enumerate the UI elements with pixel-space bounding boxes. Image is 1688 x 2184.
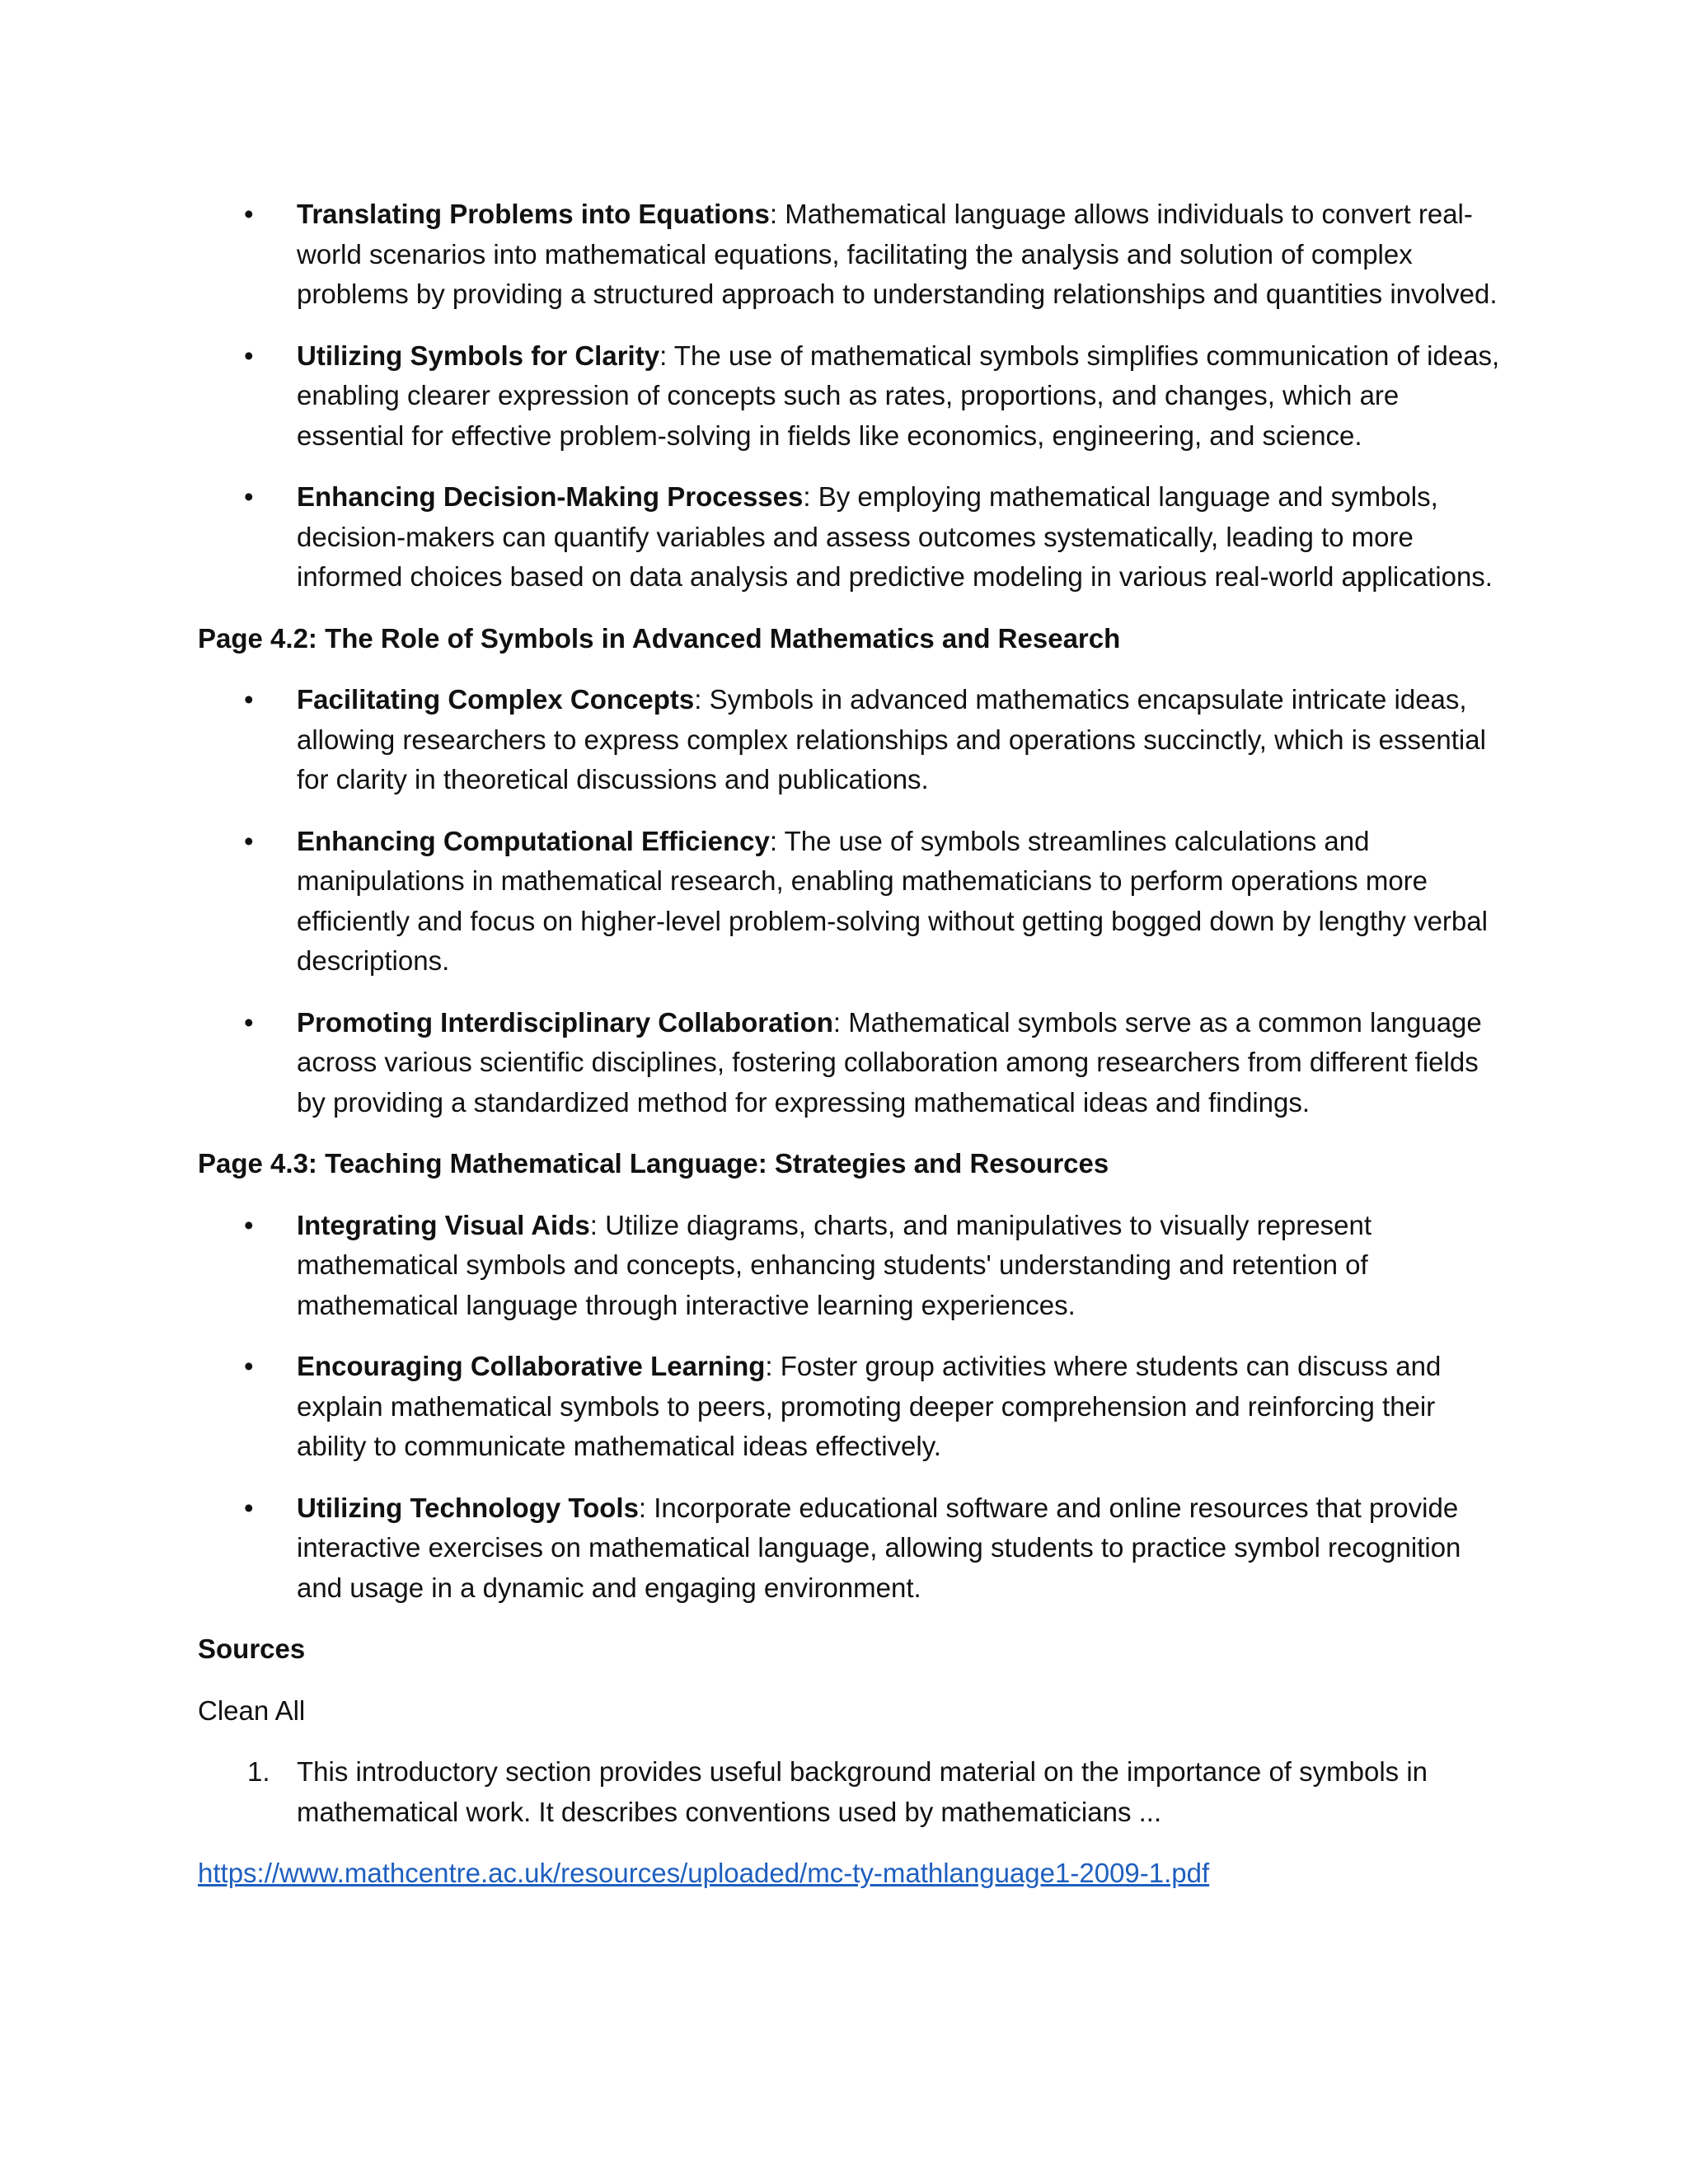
list-item <box>198 822 1500 982</box>
list-item <box>198 1347 1500 1467</box>
bullet-glyph: • <box>244 1209 254 1240</box>
section-1-list <box>198 194 1500 598</box>
source-link[interactable]: https://www.mathcentre.ac.uk/resources/uploaded/mc-ty-mathlanguage1-2009-1.pdf <box>198 1858 1210 1888</box>
list-item <box>198 194 1500 315</box>
source-item <box>198 1752 1500 1832</box>
bullet-glyph: • <box>244 1351 254 1381</box>
item-title: Utilizing Technology Tools <box>297 1492 639 1523</box>
bullet-glyph: • <box>244 1492 254 1523</box>
list-item <box>198 336 1500 457</box>
item-title: Utilizing Symbols for Clarity <box>297 340 660 371</box>
bullet-glyph: • <box>244 199 254 229</box>
item-title: Enhancing Decision-Making Processes <box>297 481 804 512</box>
item-text: : The use of symbols streamlines calculations and manipulations in mathematical research, enabling mathematicians to perform operations more efficiently and focus on higher-level problem-solving without getting bogged down by lengthy verbal descriptions. <box>297 825 1488 976</box>
item-text: : By employing mathematical language and symbols, decision-makers can quantify variables and assess outcomes systematically, leading to more informed choices based on data analysis and predictive modeling in various real-world applications. <box>297 481 1493 592</box>
source-text: This introductory section provides useful background material on the importance of symbols in mathematical work. It describes conventions used by mathematicians ... <box>297 1756 1428 1827</box>
list-item <box>198 477 1500 598</box>
item-text: : The use of mathematical symbols simplifies communication of ideas, enabling clearer expression of concepts such as rates, proportions, and changes, which are essential for effective problem-solving in fields like economics, engineering, and science. <box>297 340 1500 451</box>
list-item <box>198 1003 1500 1123</box>
item-text: : Incorporate educational software and online resources that provide interactive exercises on mathematical language, allowing students to practice symbol recognition and usage in a dynamic and engaging environment. <box>297 1492 1461 1603</box>
item-title: Facilitating Complex Concepts <box>297 684 695 715</box>
document-page <box>198 194 1500 1894</box>
bullet-glyph: • <box>244 825 254 856</box>
item-title: Enhancing Computational Efficiency <box>297 825 770 856</box>
section-3-heading: Page 4.3: Teaching Mathematical Language: Strategies and Resources <box>198 1148 1109 1179</box>
item-text: : Symbols in advanced mathematics encapsulate intricate ideas, allowing researchers to express complex relationships and operations succinctly, which is essential for clarity in theoretical discussions and publications. <box>297 684 1486 794</box>
list-item <box>198 680 1500 800</box>
bullet-glyph: • <box>244 481 254 512</box>
item-text: : Utilize diagrams, charts, and manipulatives to visually represent mathematical symbols and concepts, enhancing students' understanding and retention of mathematical language through interactive learning experiences. <box>297 1209 1372 1320</box>
item-title: Promoting Interdisciplinary Collaboration <box>297 1006 833 1038</box>
item-text: : Mathematical language allows individuals to convert real-world scenarios into mathematical equations, facilitating the analysis and solution of complex problems by providing a structured approach to understanding relationships and quantities involved. <box>297 199 1498 309</box>
item-text: : Mathematical symbols serve as a common language across various scientific disciplines, fostering collaboration among researchers from different fields by providing a standardized method for expressing mathematical ideas and findings. <box>297 1006 1482 1118</box>
item-title: Integrating Visual Aids <box>297 1209 590 1240</box>
list-item <box>198 1488 1500 1609</box>
source-number: 1. <box>247 1756 270 1787</box>
bullet-glyph: • <box>244 684 254 715</box>
sources-list <box>198 1752 1500 1832</box>
bullet-glyph: • <box>244 1006 254 1038</box>
source-link-row <box>198 1854 1500 1894</box>
bullet-glyph: • <box>244 340 254 371</box>
item-title: Encouraging Collaborative Learning <box>297 1351 766 1381</box>
section-3-list <box>198 1206 1500 1609</box>
item-title: Translating Problems into Equations <box>297 199 770 229</box>
section-2-heading: Page 4.2: The Role of Symbols in Advanced Mathematics and Research <box>198 622 1121 654</box>
item-text: : Foster group activities where students can discuss and explain mathematical symbols to peers, promoting deeper comprehension and reinforcing their ability to communicate mathematical ideas effectively. <box>297 1351 1442 1461</box>
section-2-list <box>198 680 1500 1122</box>
sources-heading: Sources <box>198 1633 306 1664</box>
clean-all-text: Clean All <box>198 1694 306 1726</box>
list-item <box>198 1206 1500 1326</box>
